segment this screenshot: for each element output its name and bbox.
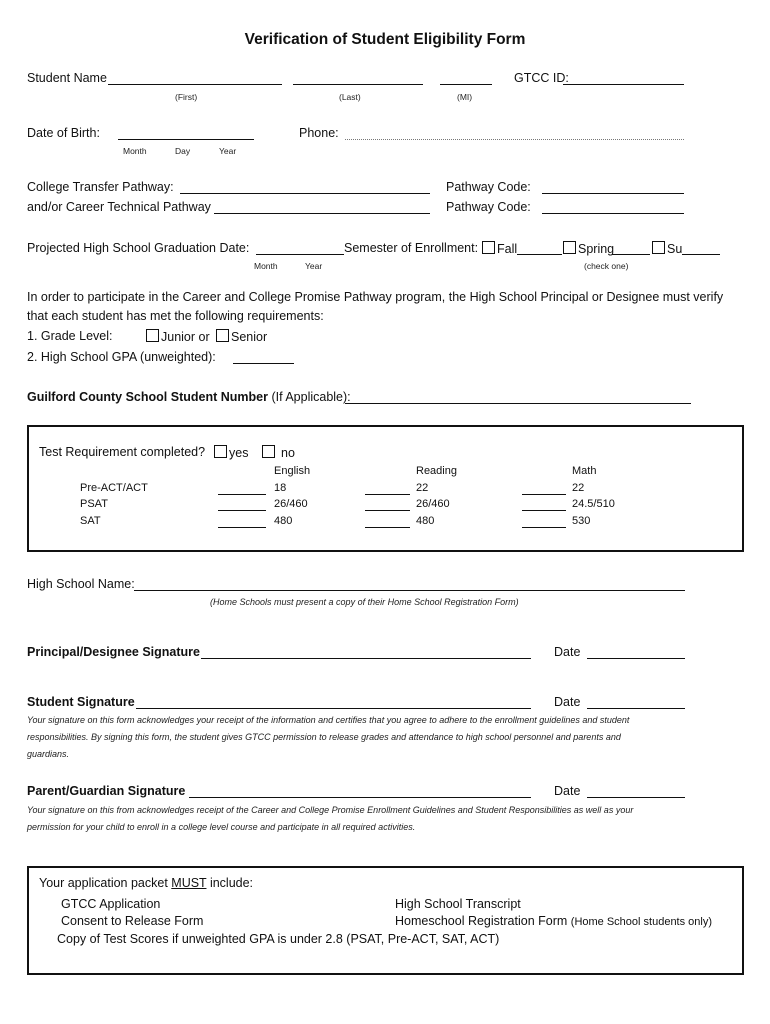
parent-date-field[interactable] [587, 797, 685, 798]
gcs-number-label-bold: Guilford County School Student Number [27, 390, 268, 404]
junior-checkbox[interactable] [146, 329, 159, 342]
semester-label: Semester of Enrollment: [344, 241, 479, 255]
spring-label: Spring [578, 242, 615, 256]
dob-year-caption: Year [219, 146, 237, 156]
gpa-label: 2. High School GPA (unweighted): [27, 350, 216, 364]
check-one-caption: (check one) [584, 261, 629, 271]
dob-field[interactable] [118, 139, 254, 140]
spring-option[interactable] [563, 241, 614, 256]
senior-option[interactable] [216, 329, 267, 344]
first-name-field[interactable] [108, 84, 282, 85]
header-math: Math [572, 465, 597, 477]
student-signature-label: Student Signature [27, 695, 135, 709]
last-name-field[interactable] [293, 84, 423, 85]
first-caption: (First) [175, 92, 198, 102]
mi-field[interactable] [440, 84, 492, 85]
sat-reading-min: 480 [416, 515, 435, 527]
last-caption: (Last) [339, 92, 361, 102]
spring-blank [612, 254, 650, 255]
sat-english-min: 480 [274, 515, 293, 527]
dob-day-caption: Day [175, 146, 191, 156]
psat-english-field[interactable] [218, 510, 266, 511]
senior-checkbox[interactable] [216, 329, 229, 342]
mi-caption: (MI) [457, 92, 473, 102]
sat-reading-field[interactable] [365, 527, 410, 528]
preact-reading-field[interactable] [365, 494, 410, 495]
test-yes-label: yes [229, 446, 249, 460]
test-name-preact: Pre-ACT/ACT [80, 482, 148, 494]
psat-english-min: 26/460 [274, 498, 308, 510]
packet-intro-post: include: [206, 876, 254, 890]
grade-level-label: 1. Grade Level: [27, 329, 113, 343]
psat-reading-field[interactable] [365, 510, 410, 511]
graduation-date-label: Projected High School Graduation Date: [27, 241, 250, 255]
preact-english-field[interactable] [218, 494, 266, 495]
test-yes-option[interactable] [214, 445, 248, 460]
fall-checkbox[interactable] [482, 241, 495, 254]
psat-reading-min: 26/460 [416, 498, 450, 510]
grad-year-caption: Year [305, 261, 323, 271]
packet-intro-pre: Your application packet [39, 876, 172, 890]
student-name-label: Student Name [27, 71, 107, 85]
student-note-line-1: Your signature on this form acknowledges your receipt of the information and certifies that you agree to adhere to the enrollment guidelines and student [27, 715, 630, 725]
packet-intro [39, 876, 253, 890]
preact-math-min: 22 [572, 482, 585, 494]
student-date-label: Date [554, 695, 581, 709]
test-question-label: Test Requirement completed? [39, 445, 206, 459]
principal-date-field[interactable] [587, 658, 685, 659]
career-technical-label: and/or Career Technical Pathway [27, 200, 211, 214]
gtcc-id-field[interactable] [563, 84, 684, 85]
student-signature-field[interactable] [136, 708, 531, 709]
preact-english-min: 18 [274, 482, 287, 494]
home-school-note: (Home Schools must present a copy of their Home School Registration Form) [210, 597, 519, 607]
parent-note-line-2: permission for your child to enroll in a college level course and participate in all required activities. [27, 822, 416, 832]
header-reading: Reading [416, 465, 457, 477]
principal-signature-label: Principal/Designee Signature [27, 645, 200, 659]
summer-label: Su [667, 242, 683, 256]
test-name-sat: SAT [80, 515, 101, 527]
gcs-number-label-normal: (If Applicable): [267, 390, 351, 404]
packet-item-gtcc-application: GTCC Application [61, 897, 161, 911]
graduation-date-field[interactable] [256, 254, 344, 255]
phone-field[interactable] [345, 139, 684, 140]
packet-item-test-scores: Copy of Test Scores if unweighted GPA is under 2.8 (PSAT, Pre-ACT, SAT, ACT) [57, 932, 500, 946]
requirements-intro-line-1: In order to participate in the Career and College Promise Pathway program, the High School Principal or Designee must verify [27, 290, 724, 304]
pathway-code-field-1[interactable] [542, 193, 684, 194]
pathway-code-field-2[interactable] [542, 213, 684, 214]
phone-label: Phone: [299, 126, 339, 140]
preact-reading-min: 22 [416, 482, 429, 494]
test-no-checkbox[interactable] [262, 445, 275, 458]
page-title: Verification of Student Eligibility Form [244, 31, 526, 48]
career-technical-field[interactable] [214, 213, 430, 214]
college-transfer-label: College Transfer Pathway: [27, 180, 174, 194]
test-no-label: no [281, 446, 295, 460]
preact-math-field[interactable] [522, 494, 566, 495]
requirements-intro-line-2: that each student has met the following requirements: [27, 309, 324, 323]
student-note-line-3: guardians. [27, 749, 70, 759]
junior-label: Junior or [161, 330, 210, 344]
test-name-psat: PSAT [80, 498, 108, 510]
gcs-number-label [27, 390, 351, 404]
packet-item-homeschool-note: (Home School students only) [570, 916, 713, 928]
spring-checkbox[interactable] [563, 241, 576, 254]
gpa-field[interactable] [233, 363, 294, 364]
high-school-label: High School Name: [27, 577, 135, 591]
packet-item-homeschool [395, 914, 712, 928]
psat-math-field[interactable] [522, 510, 566, 511]
summer-blank [682, 254, 720, 255]
principal-date-label: Date [554, 645, 581, 659]
test-yes-checkbox[interactable] [214, 445, 227, 458]
parent-date-label: Date [554, 784, 581, 798]
student-date-field[interactable] [587, 708, 685, 709]
grad-month-caption: Month [254, 261, 278, 271]
packet-item-transcript: High School Transcript [395, 897, 521, 911]
test-no-option[interactable] [262, 445, 295, 460]
junior-option[interactable] [146, 329, 210, 344]
parent-note-line-1: Your signature on this from acknowledges receipt of the Career and College Promise Enrollment Guidelines and Student Responsibilities as well as your [27, 805, 634, 815]
dob-month-caption: Month [123, 146, 147, 156]
packet-item-homeschool-label: Homeschool Registration Form [395, 914, 568, 928]
gcs-number-field[interactable] [345, 403, 691, 404]
pathway-code-label-1: Pathway Code: [446, 180, 531, 194]
fall-blank [517, 254, 562, 255]
packet-intro-must: MUST [171, 876, 207, 890]
gtcc-id-label: GTCC ID: [514, 71, 569, 85]
high-school-field[interactable] [134, 590, 685, 591]
summer-option[interactable] [652, 241, 682, 256]
principal-signature-field[interactable] [201, 658, 531, 659]
student-note-line-2: responsibilities. By signing this form, the student gives GTCC permission to release grades and attendance to high school personnel and parents and [27, 732, 621, 742]
sat-math-field[interactable] [522, 527, 566, 528]
fall-option[interactable] [482, 241, 517, 256]
header-english: English [274, 465, 311, 477]
psat-math-min: 24.5/510 [572, 498, 615, 510]
sat-math-min: 530 [572, 515, 591, 527]
college-transfer-field[interactable] [180, 193, 430, 194]
parent-signature-label: Parent/Guardian Signature [27, 784, 186, 798]
dob-label: Date of Birth: [27, 126, 100, 140]
summer-checkbox[interactable] [652, 241, 665, 254]
sat-english-field[interactable] [218, 527, 266, 528]
senior-label: Senior [231, 330, 268, 344]
pathway-code-label-2: Pathway Code: [446, 200, 531, 214]
packet-item-consent-form: Consent to Release Form [61, 914, 204, 928]
fall-label: Fall [497, 242, 518, 256]
parent-signature-field[interactable] [189, 797, 531, 798]
